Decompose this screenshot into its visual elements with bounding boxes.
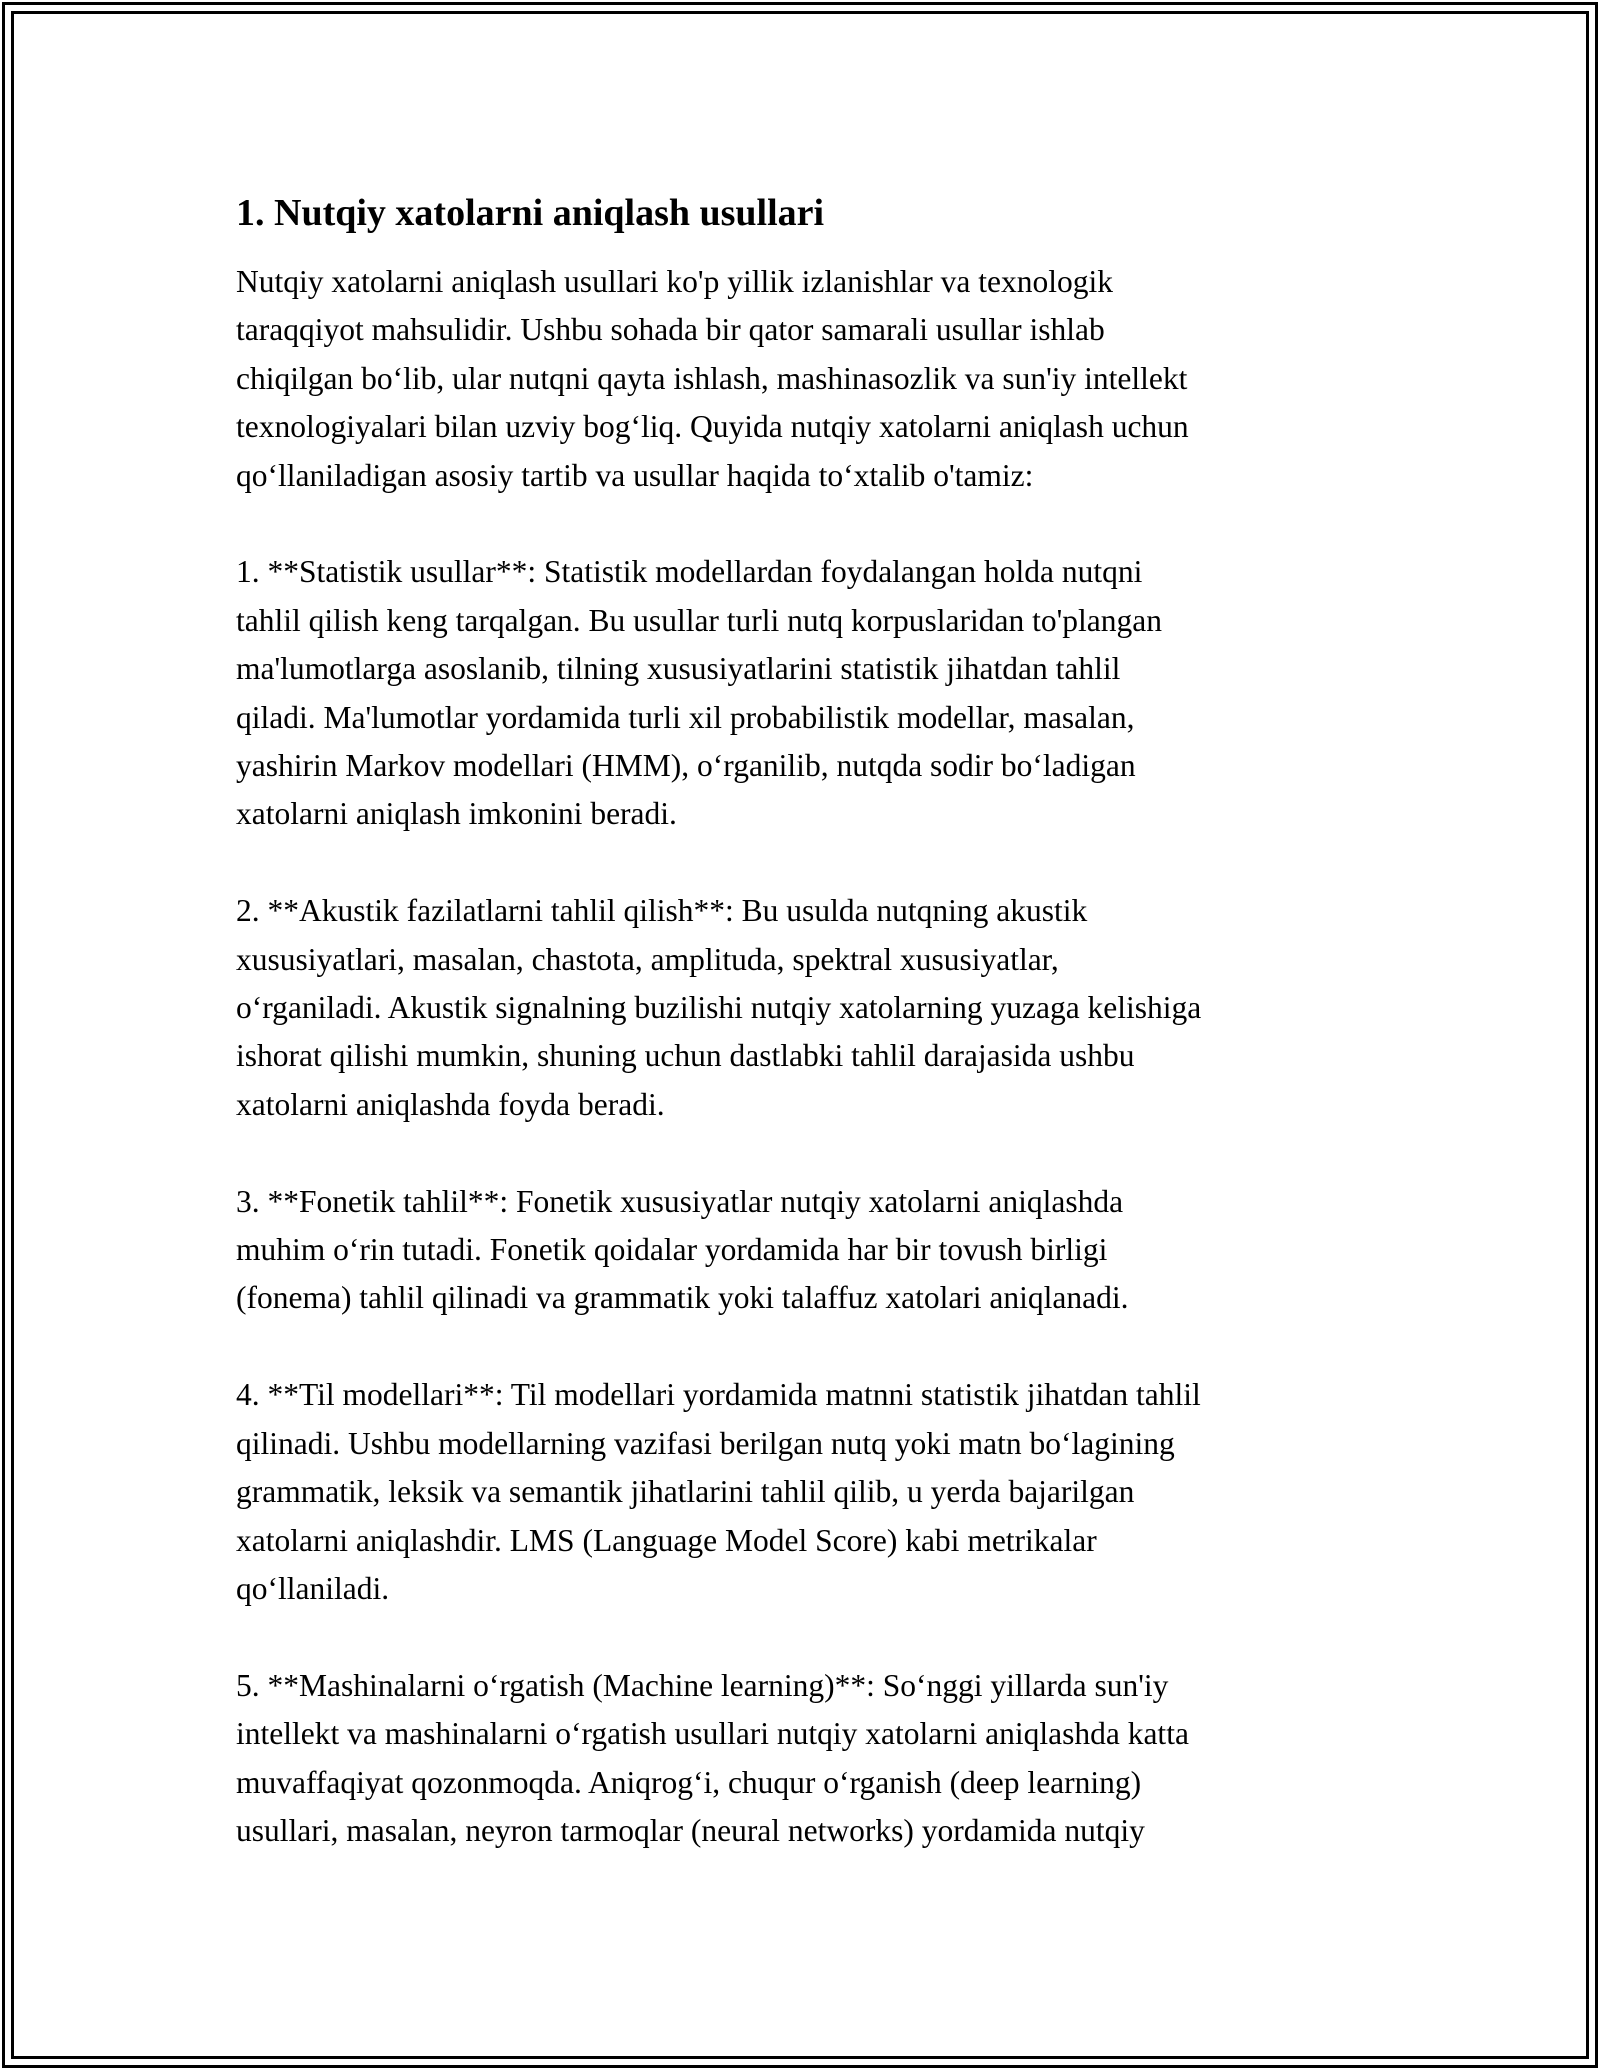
item-til-modellari: [236, 1371, 1376, 1613]
text-line: muhim o‘rin tutadi. Fonetik qoidalar yordamida har bir tovush birligi: [236, 1232, 1108, 1268]
text-line: taraqqiyot mahsulidir. Ushbu sohada bir qator samarali usullar ishlab: [236, 312, 1105, 348]
document-body: [236, 188, 1376, 1904]
text-line: qo‘llaniladi.: [236, 1570, 390, 1606]
item-statistik-usullar: [236, 548, 1376, 838]
text-line: o‘rganiladi. Akustik signalning buzilishi nutqiy xatolarning yuzaga kelishiga: [236, 990, 1202, 1026]
item-machine-learning: [236, 1662, 1376, 1856]
text-line: tahlil qilish keng tarqalgan. Bu usullar turli nutq korpuslaridan to'plangan: [236, 602, 1163, 638]
text-line: muvaffaqiyat qozonmoqda. Aniqrog‘i, chuqur o‘rganish (deep learning): [236, 1764, 1142, 1800]
text-line: texnologiyalari bilan uzviy bog‘liq. Quyida nutqiy xatolarni aniqlash uchun: [236, 409, 1189, 445]
text-line: Nutqiy xatolarni aniqlash usullari ko'p yillik izlanishlar va texnologik: [236, 264, 1114, 299]
text-line: usullari, masalan, neyron tarmoqlar (neural networks) yordamida nutqiy: [236, 1812, 1145, 1848]
text-line: 5. **Mashinalarni o‘rgatish (Machine learning)**: So‘nggi yillarda sun'iy: [236, 1667, 1169, 1703]
text-line: 1. **Statistik usullar**: Statistik modellardan foydalangan holda nutqni: [236, 554, 1143, 590]
text-line: 3. **Fonetik tahlil**: Fonetik xususiyatlar nutqiy xatolarni aniqlashda: [236, 1183, 1124, 1219]
text-line: qilinadi. Ushbu modellarning vazifasi berilgan nutq yoki matn bo‘lagining: [236, 1425, 1175, 1461]
text-line: xatolarni aniqlash imkonini beradi.: [236, 796, 677, 832]
text-line: yashirin Markov modellari (HMM), o‘rganilib, nutqda sodir bo‘ladigan: [236, 748, 1136, 784]
text-line: (fonema) tahlil qilinadi va grammatik yoki talaffuz xatolari aniqlanadi.: [236, 1280, 1129, 1316]
intro-paragraph: [236, 258, 1376, 500]
item-fonetik-tahlil: [236, 1178, 1376, 1323]
item-akustik-tahlil: [236, 887, 1376, 1129]
text-line: qo‘llaniladigan asosiy tartib va usullar haqida to‘xtalib o'tamiz:: [236, 457, 1034, 493]
text-line: xatolarni aniqlashda foyda beradi.: [236, 1086, 665, 1122]
text-line: ishorat qilishi mumkin, shuning uchun dastlabki tahlil darajasida ushbu: [236, 1038, 1135, 1074]
text-line: xatolarni aniqlashdir. LMS (Language Model Score) kabi metrikalar: [236, 1522, 1097, 1558]
text-line: grammatik, leksik va semantik jihatlarini tahlil qilib, u yerda bajarilgan: [236, 1474, 1135, 1510]
text-line: 4. **Til modellari**: Til modellari yordamida matnni statistik jihatdan tahlil: [236, 1377, 1201, 1413]
text-line: chiqilgan bo‘lib, ular nutqni qayta ishlash, mashinasozlik va sun'iy intellekt: [236, 360, 1188, 396]
text-line: intellekt va mashinalarni o‘rgatish usullari nutqiy xatolarni aniqlashda katta: [236, 1716, 1189, 1752]
section-heading: 1. Nutqiy xatolarni aniqlash usullari: [236, 192, 825, 234]
text-line: qiladi. Ma'lumotlar yordamida turli xil probabilistik modellar, masalan,: [236, 699, 1135, 735]
text-line: xususiyatlari, masalan, chastota, amplituda, spektral xususiyatlar,: [236, 941, 1059, 977]
text-line: ma'lumotlarga asoslanib, tilning xususiyatlarini statistik jihatdan tahlil: [236, 651, 1121, 687]
text-line: 2. **Akustik fazilatlarni tahlil qilish**: Bu usulda nutqning akustik: [236, 893, 1088, 929]
